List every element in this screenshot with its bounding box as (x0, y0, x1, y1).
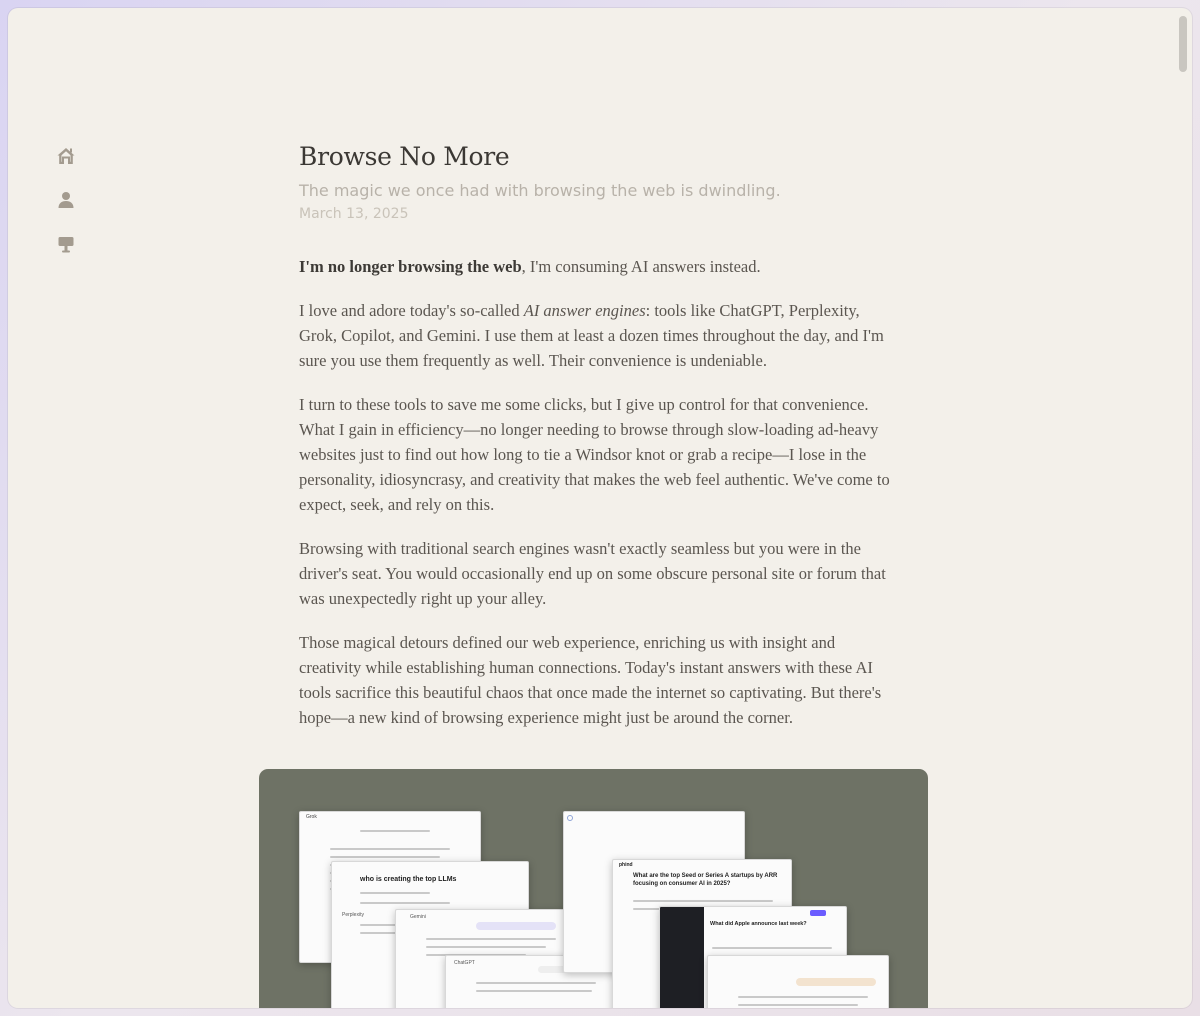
phind-question: What are the top Seed or Series A startups by ARR focusing on consumer AI in 2025? (633, 873, 778, 887)
paragraph-text: : tools like ChatGPT, Perplexity, Grok, Copilot, and Gemini. I use them at least a dozen times throughout the day, and I'm sure you use them frequently as well. Their convenience is undeniable. (299, 301, 884, 370)
chatgpt-label: ChatGPT (454, 960, 475, 966)
paragraph: Those magical detours defined our web experience, enriching us with insight and creativity while establishing human connections. Today's instant answers with these AI tools sacrifice this beautiful chaos that once made the internet so captivating. But there's hope—a new kind of browsing experience might just be around the corner. (299, 633, 882, 727)
nav-blog[interactable] (56, 234, 78, 256)
article-body (299, 254, 899, 730)
paragraph-text: I love and adore today's so-called (299, 301, 524, 320)
hero-image-collage (259, 769, 928, 1008)
paragraph (299, 254, 899, 279)
signpost-icon (56, 234, 76, 254)
perplexity-label: Perplexity (342, 912, 364, 918)
person-icon (56, 190, 76, 210)
paragraph (299, 298, 899, 373)
article-subtitle: The magic we once had with browsing the web is dwindling. (299, 181, 781, 200)
emphasis: AI answer engines (523, 301, 646, 320)
paragraph: Browsing with traditional search engines wasn't exactly seamless but you were in the driver's seat. You would occasionally end up on some obscure personal site or forum that was unexpectedly right up your alley. (299, 539, 886, 608)
copilot-question: What did Apple announce last week? (710, 921, 807, 927)
gemini-label: Gemini (410, 914, 426, 920)
article (299, 142, 899, 749)
scrollbar-thumb[interactable] (1179, 16, 1187, 72)
browser-window (8, 8, 1192, 1008)
article-title: Browse No More (299, 142, 510, 171)
scrollbar[interactable] (1178, 14, 1188, 1004)
side-navigation (56, 146, 80, 278)
paragraph: I turn to these tools to save me some clicks, but I give up control for that convenience. What I gain in efficiency—no longer needing to browse through slow-loading ad-heavy websites just to find out how long to tie a Windsor knot or grab a recipe—I lose in the personality, idiosyncrasy, and creativity that makes the web feel authentic. We've come to expect, seek, and rely on this. (299, 395, 890, 514)
bold-lead: I'm no longer browsing the web (299, 257, 522, 276)
nav-home[interactable] (56, 146, 78, 168)
phind-logo: phind (619, 862, 633, 868)
screenshot-chat-assistant (707, 955, 889, 1008)
grok-logo: Grok (306, 814, 317, 820)
article-date: March 13, 2025 (299, 206, 409, 222)
perplexity-question: who is creating the top LLMs (360, 876, 457, 883)
nav-about[interactable] (56, 190, 78, 212)
home-icon (56, 146, 76, 166)
paragraph-text: , I'm consuming AI answers instead. (521, 257, 761, 276)
